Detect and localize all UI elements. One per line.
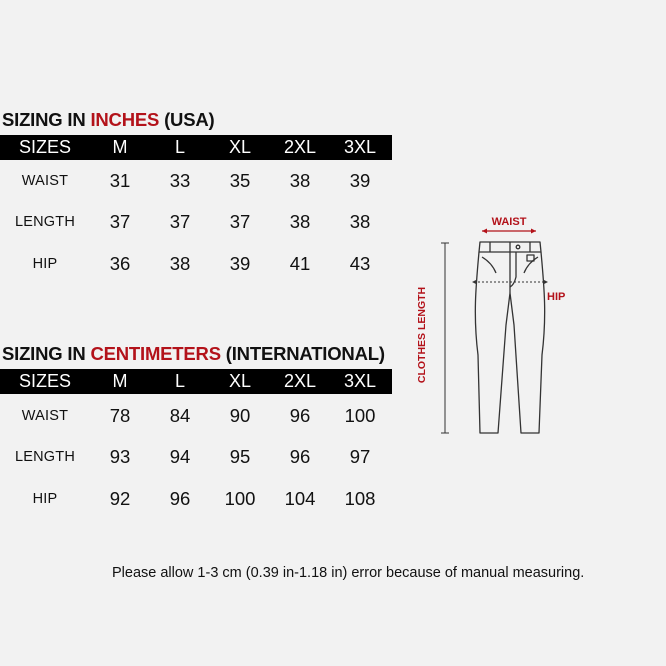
measurement-note: Please allow 1-3 cm (0.39 in-1.18 in) error because of manual measuring. <box>112 565 585 581</box>
centimeters-size-table <box>0 369 392 394</box>
row-label: HIP <box>32 491 58 507</box>
table-cell: 37 <box>109 211 131 232</box>
table-cell: 95 <box>229 446 251 467</box>
table-cell: 38 <box>349 211 371 232</box>
table-cell: 35 <box>229 170 251 191</box>
table-cell: 96 <box>289 446 311 467</box>
row-label: LENGTH <box>14 214 75 230</box>
row-label: LENGTH <box>14 449 75 465</box>
hip-label: HIP <box>547 291 566 303</box>
size-header: M <box>112 137 128 157</box>
table-cell: 43 <box>349 253 371 274</box>
table-cell: 38 <box>169 253 191 274</box>
size-header: 3XL <box>343 371 377 391</box>
table-row <box>0 253 392 275</box>
table-row <box>0 405 392 427</box>
size-header: L <box>174 371 185 391</box>
inches-header-row <box>0 135 392 160</box>
row-label: WAIST <box>21 408 69 424</box>
table-cell: 39 <box>349 170 371 191</box>
size-header: M <box>112 371 128 391</box>
pants-measurement-diagram <box>410 205 590 445</box>
table-cell: 104 <box>284 488 316 509</box>
size-header: 3XL <box>343 137 377 157</box>
table-row <box>0 211 392 233</box>
table-cell: 37 <box>229 211 251 232</box>
size-header: 2XL <box>283 371 317 391</box>
size-header: L <box>174 137 185 157</box>
table-cell: 90 <box>229 405 251 426</box>
size-header: 2XL <box>283 137 317 157</box>
table-cell: 37 <box>169 211 191 232</box>
table-row <box>0 446 392 468</box>
table-cell: 41 <box>289 253 311 274</box>
header-sizes-label: SIZES <box>18 137 71 157</box>
table-cell: 38 <box>289 170 311 191</box>
inches-title: SIZING IN INCHES (USA) <box>2 109 215 130</box>
table-cell: 31 <box>109 170 131 191</box>
table-cell: 92 <box>109 488 131 509</box>
table-cell: 96 <box>289 405 311 426</box>
waist-arrow <box>482 229 536 234</box>
row-label: WAIST <box>21 173 69 189</box>
table-row <box>0 170 392 192</box>
table-cell: 39 <box>229 253 251 274</box>
table-cell: 100 <box>344 405 376 426</box>
row-label: HIP <box>32 256 58 272</box>
clothes-length-label: CLOTHES LENGTH <box>416 286 428 384</box>
table-cell: 38 <box>289 211 311 232</box>
inches-size-table <box>0 135 392 160</box>
table-cell: 93 <box>109 446 131 467</box>
table-cell: 108 <box>344 488 376 509</box>
table-cell: 97 <box>349 446 371 467</box>
header-sizes-label: SIZES <box>18 371 71 391</box>
pants-icon <box>475 242 544 433</box>
table-row <box>0 488 392 510</box>
table-cell: 96 <box>169 488 191 509</box>
size-header: XL <box>228 371 252 391</box>
table-cell: 94 <box>169 446 191 467</box>
table-cell: 84 <box>169 405 191 426</box>
size-header: XL <box>228 137 252 157</box>
table-cell: 36 <box>109 253 131 274</box>
length-line <box>441 243 449 433</box>
table-cell: 33 <box>169 170 191 191</box>
centimeters-header-row <box>0 369 392 394</box>
table-cell: 78 <box>109 405 131 426</box>
centimeters-title: SIZING IN CENTIMETERS (INTERNATIONAL) <box>2 343 385 364</box>
waist-label: WAIST <box>491 216 527 228</box>
table-cell: 100 <box>224 488 256 509</box>
